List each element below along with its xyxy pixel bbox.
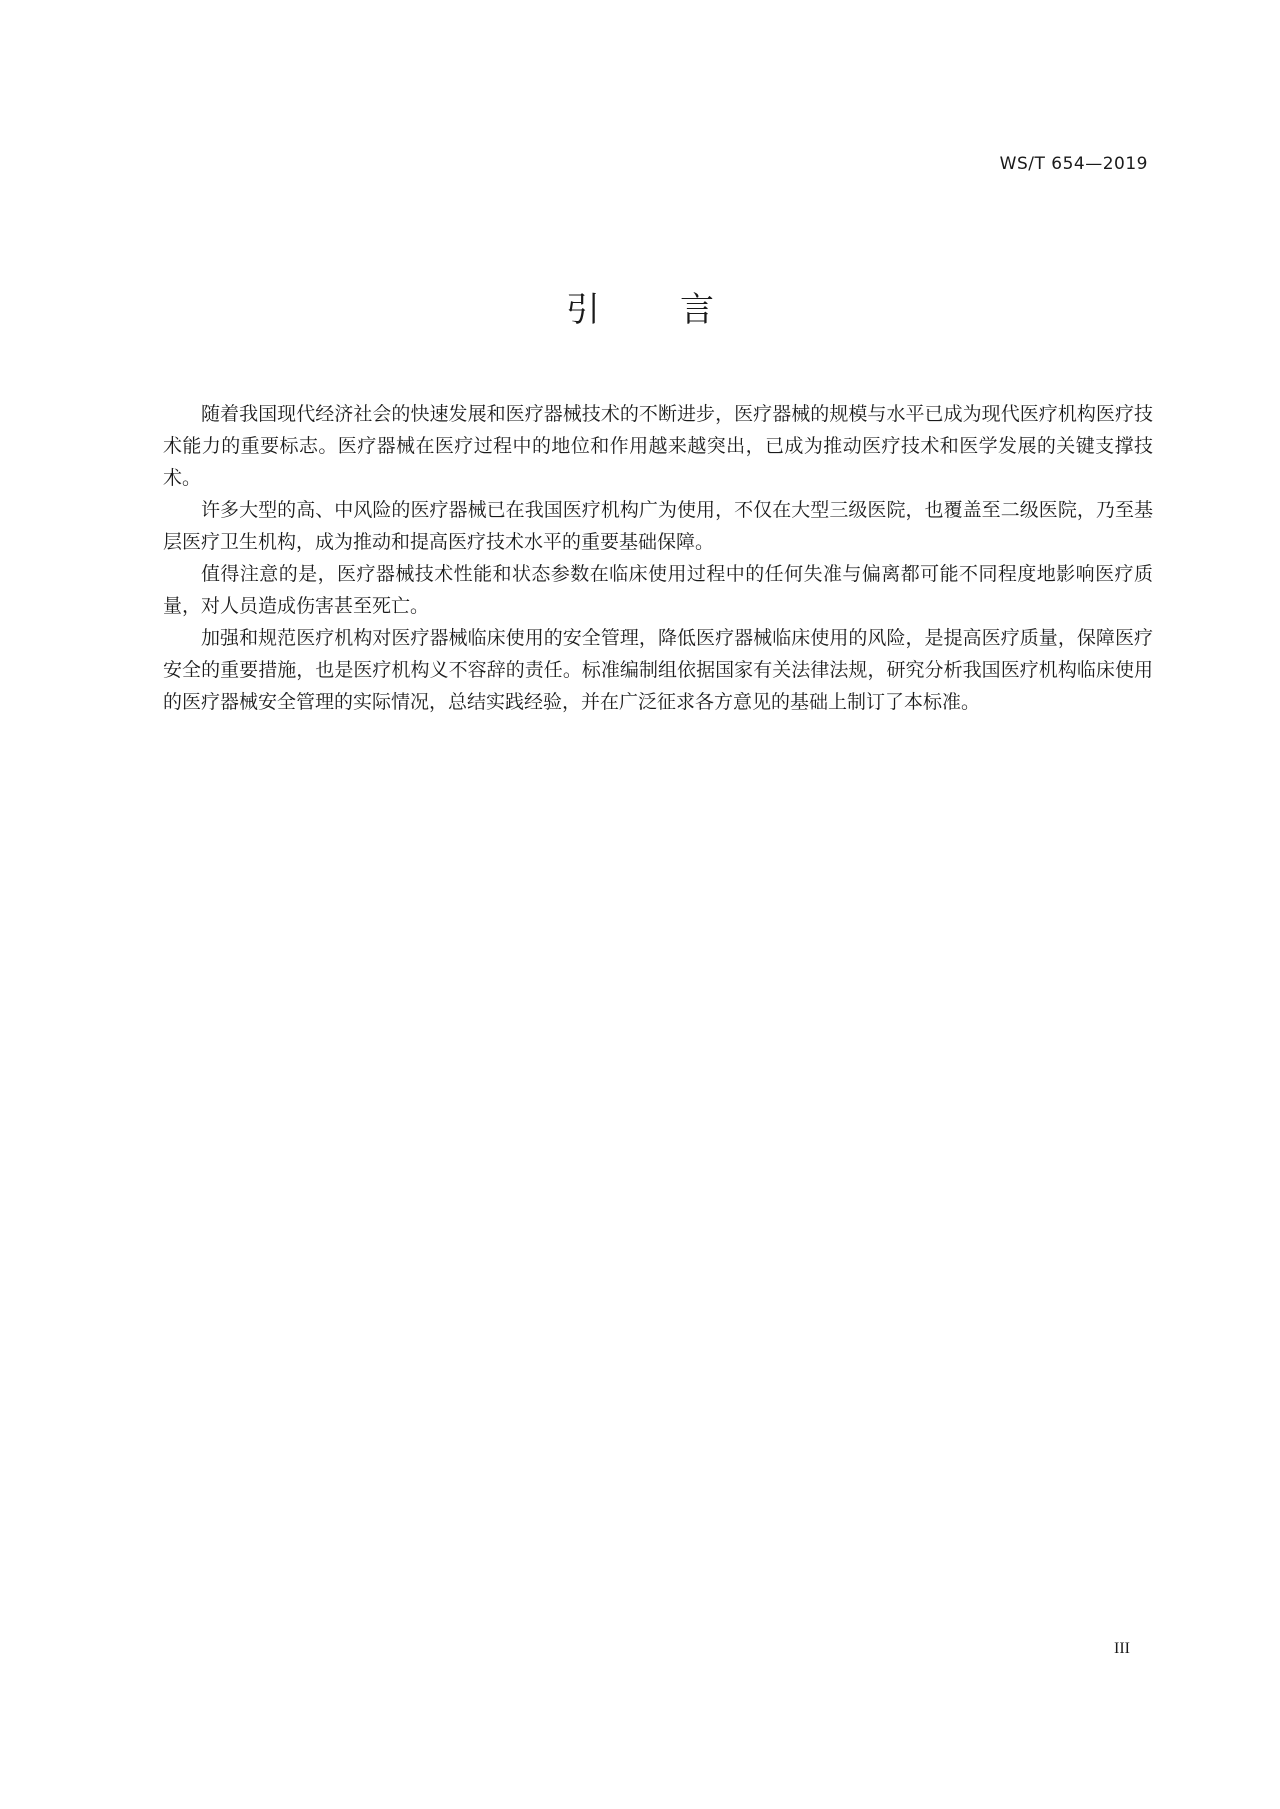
page-number: III (1114, 1640, 1130, 1657)
paragraph-1: 随着我国现代经济社会的快速发展和医疗器械技术的不断进步，医疗器械的规模与水平已成为现代医疗机构医疗技术能力的重要标志。医疗器械在医疗过程中的地位和作用越来越突出，已成为推动医疗技术和医学发展的关键支撑技术。 (163, 403, 1153, 489)
paragraph-3: 值得注意的是，医疗器械技术性能和状态参数在临床使用过程中的任何失准与偏离都可能不同程度地影响医疗质量，对人员造成伤害甚至死亡。 (163, 563, 1153, 617)
page-title: 引言 (566, 290, 794, 330)
introduction-body (163, 398, 1153, 718)
paragraph-4: 加强和规范医疗机构对医疗器械临床使用的安全管理，降低医疗器械临床使用的风险，是提高医疗质量，保障医疗安全的重要措施，也是医疗机构义不容辞的责任。标准编制组依据国家有关法律法规，研究分析我国医疗机构临床使用的医疗器械安全管理的实际情况，总结实践经验，并在广泛征求各方意见的基础上制订了本标准。 (163, 627, 1153, 713)
standard-number: WS/T 654—2019 (999, 154, 1148, 174)
paragraph-2: 许多大型的高、中风险的医疗器械已在我国医疗机构广为使用，不仅在大型三级医院，也覆盖至二级医院，乃至基层医疗卫生机构，成为推动和提高医疗技术水平的重要基础保障。 (163, 499, 1153, 553)
